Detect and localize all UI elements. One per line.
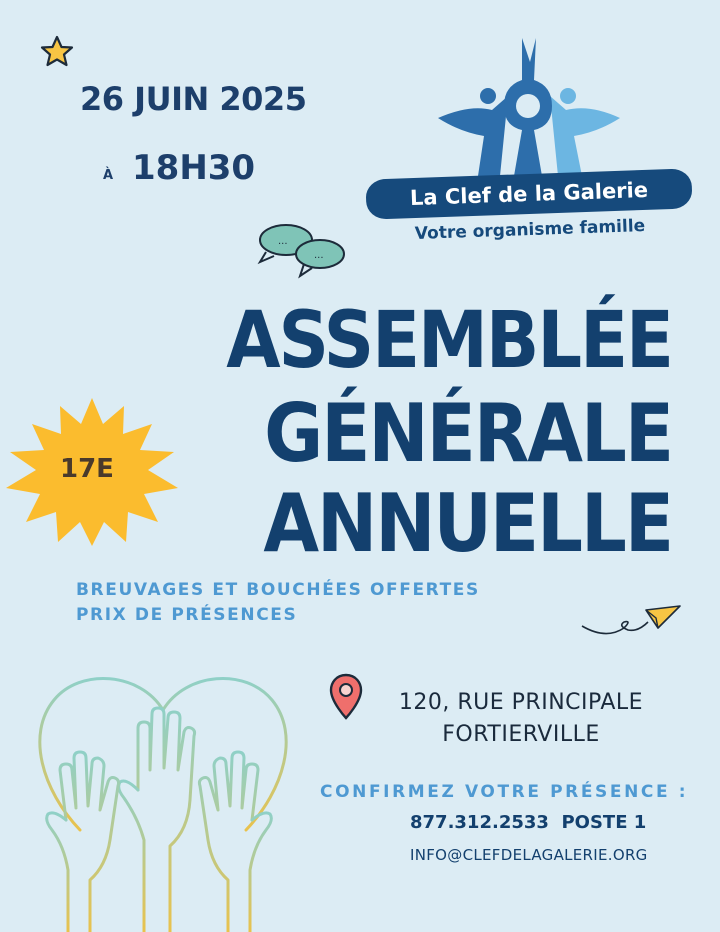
star-icon — [38, 34, 76, 70]
title-line-2: GÉNÉRALE — [264, 387, 672, 480]
svg-text:...: ... — [314, 250, 324, 261]
email-address: INFO@CLEFDELAGALERIE.ORG — [410, 846, 648, 864]
organization-tagline: Votre organisme famille — [414, 215, 646, 245]
offer-line-1: BREUVAGES ET BOUCHÉES OFFERTES — [76, 580, 480, 600]
event-time: 18H30 — [132, 148, 256, 188]
speech-bubbles-icon — [254, 220, 350, 280]
phone-number: 877.312.2533 POSTE 1 — [410, 812, 647, 833]
time-prefix: À — [103, 168, 114, 183]
title-line-3: ANNUELLE — [263, 477, 672, 570]
event-date: 26 JUIN 2025 — [80, 80, 307, 118]
offer-line-2: PRIX DE PRÉSENCES — [76, 605, 298, 625]
edition-badge: 17E — [60, 454, 114, 484]
organization-name: La Clef de la Galerie — [365, 168, 692, 219]
location-pin-icon — [328, 672, 364, 722]
svg-text:...: ... — [278, 236, 288, 247]
title-line-1: ASSEMBLÉE — [226, 296, 672, 386]
confirm-label: CONFIRMEZ VOTRE PRÉSENCE : — [320, 782, 689, 802]
paper-plane-icon — [580, 600, 684, 640]
raised-hands-heart-icon — [20, 670, 310, 932]
family-key-logo — [430, 36, 640, 186]
address-street: 120, RUE PRINCIPALE — [398, 690, 644, 715]
address-city: FORTIERVILLE — [442, 722, 600, 747]
